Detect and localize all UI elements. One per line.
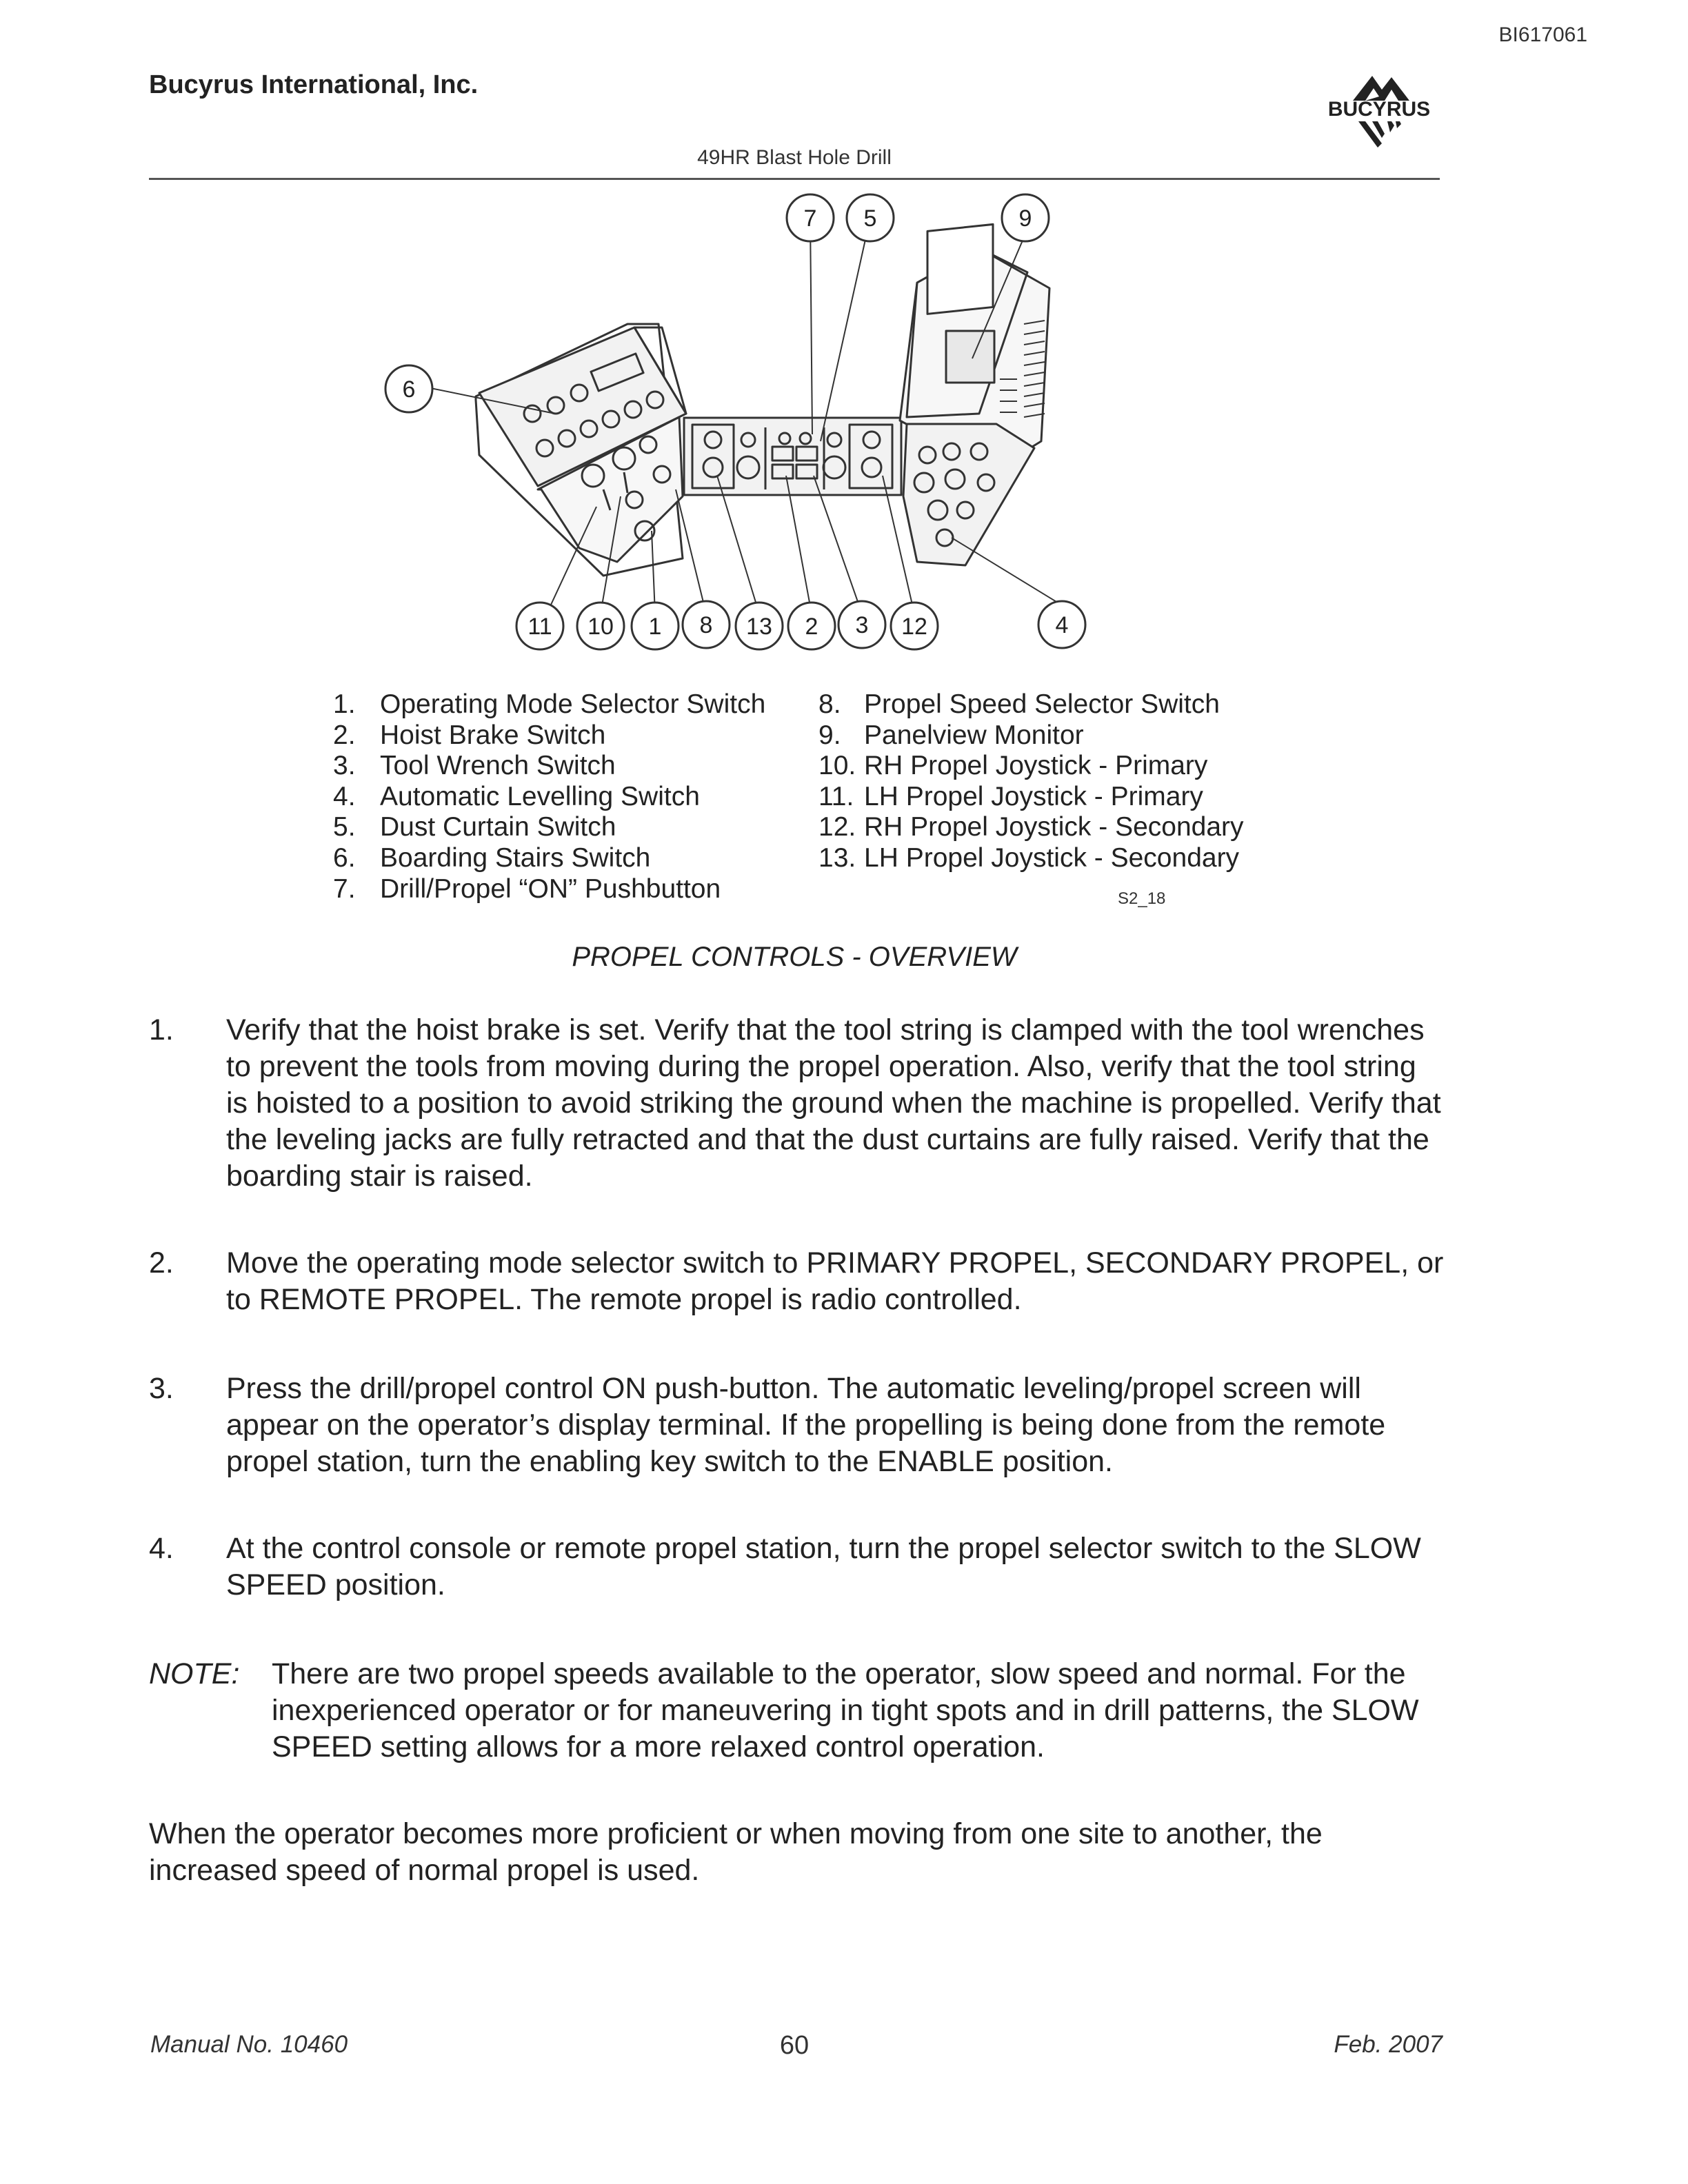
legend-right	[818, 689, 1244, 874]
legend-label: Panelview Monitor	[864, 720, 1084, 750]
step-number: 2.	[149, 1246, 174, 1280]
legend-label: Operating Mode Selector Switch	[380, 689, 766, 719]
propel-controls-figure	[372, 186, 1131, 662]
header-rule	[149, 178, 1440, 180]
note-text: There are two propel speeds available to the operator, slow speed and normal. For the inexperienced operator or for maneuvering in tight spots and in drill patterns, the SLOW SPEED setting allows for a more relaxed control operation.	[272, 1657, 1419, 1763]
procedure-step	[149, 1371, 1445, 1480]
callout-11: 11	[528, 614, 552, 640]
document-subtitle: 49HR Blast Hole Drill	[697, 146, 892, 169]
legend-label: LH Propel Joystick - Secondary	[864, 842, 1240, 873]
page-number: 60	[779, 2031, 810, 2060]
legend-num: 4.	[333, 781, 356, 811]
legend-item	[818, 751, 1244, 782]
legend-label: LH Propel Joystick - Primary	[864, 781, 1203, 811]
legend-item	[333, 720, 765, 751]
callout-6: 6	[402, 376, 416, 403]
legend-item	[818, 720, 1244, 751]
step-number: 4.	[149, 1532, 174, 1565]
legend-item	[818, 812, 1244, 843]
bucyrus-logo	[1310, 69, 1448, 153]
legend-item	[333, 812, 765, 843]
right-console	[900, 224, 1049, 565]
step-text: At the control console or remote propel station, turn the propel selector switch to the SLOW SPEED position.	[226, 1532, 1421, 1601]
middle-panel	[684, 418, 901, 495]
legend-item	[818, 689, 1244, 720]
closing-paragraph: When the operator becomes more proficient or when moving from one site to another, the increased speed of normal propel is used.	[149, 1817, 1323, 1887]
legend-num: 9.	[818, 720, 841, 750]
procedure-step	[149, 1012, 1445, 1195]
legend-num: 12.	[818, 812, 856, 842]
legend-label: Automatic Levelling Switch	[380, 781, 700, 811]
step-text: Move the operating mode selector switch to PRIMARY PROPEL, SECONDARY PROPEL, or to REMOTE PROPEL. The remote propel is radio controlled.	[226, 1246, 1444, 1316]
note-block	[149, 1656, 1445, 1766]
legend-num: 2.	[333, 720, 356, 750]
callout-13: 13	[746, 614, 772, 640]
legend-label: Hoist Brake Switch	[380, 720, 606, 750]
callout-8: 8	[699, 612, 713, 638]
legend-num: 8.	[818, 689, 841, 719]
legend-label: RH Propel Joystick - Secondary	[864, 812, 1244, 842]
footer-manual-number: Manual No. 10460	[150, 2031, 348, 2058]
callout-1: 1	[648, 614, 662, 640]
figure-code: S2_18	[1118, 889, 1166, 908]
step-number: 3.	[149, 1372, 174, 1405]
legend-item	[333, 782, 765, 813]
legend-num: 10.	[818, 751, 856, 781]
legend-item	[818, 843, 1244, 874]
callout-3: 3	[855, 612, 869, 638]
document-id: BI617061	[1498, 23, 1587, 46]
legend-num: 11.	[818, 781, 854, 811]
legend-item	[333, 751, 765, 782]
step-text: Press the drill/propel control ON push-button. The automatic leveling/propel screen will appear on the operator’s display terminal. If the propelling is being done from the remote propel station, turn the enabling key switch to the ENABLE position.	[226, 1372, 1386, 1478]
legend-num: 7.	[333, 873, 356, 904]
callout-4: 4	[1055, 612, 1069, 638]
legend-item	[818, 782, 1244, 813]
callout-2: 2	[805, 614, 818, 640]
procedure-step	[149, 1245, 1445, 1318]
legend-item	[333, 689, 765, 720]
legend-item	[333, 843, 765, 874]
step-number: 1.	[149, 1013, 174, 1046]
step-text: Verify that the hoist brake is set. Verify that the tool string is clamped with the tool wrenches to prevent the tools from moving during the propel operation. Also, verify that the tool string is hoisted to a position to avoid striking the ground when the machine is propelled. Verify that the leveling jacks are fully retracted and that the dust curtains are fully raised. Verify that the boarding stair is raised.	[226, 1013, 1441, 1193]
logo-text: BUCYRUS	[1327, 98, 1431, 121]
callout-12: 12	[901, 614, 927, 640]
callout-9: 9	[1018, 205, 1032, 232]
legend-label: Tool Wrench Switch	[380, 751, 616, 781]
legend-label: Boarding Stairs Switch	[380, 842, 651, 873]
note-label: NOTE:	[149, 1657, 240, 1690]
legend-num: 1.	[333, 689, 356, 719]
callout-5: 5	[863, 205, 877, 232]
callout-7: 7	[803, 205, 817, 232]
legend-label: RH Propel Joystick - Primary	[864, 751, 1208, 781]
callout-10: 10	[587, 614, 614, 640]
legend-num: 6.	[333, 842, 356, 873]
procedure-step	[149, 1530, 1445, 1604]
legend-label: Propel Speed Selector Switch	[864, 689, 1220, 719]
legend-label: Drill/Propel “ON” Pushbutton	[380, 873, 721, 904]
legend-num: 3.	[333, 751, 356, 781]
legend-num: 5.	[333, 812, 356, 842]
figure-caption: PROPEL CONTROLS - OVERVIEW	[572, 942, 1017, 972]
footer-date: Feb. 2007	[1334, 2031, 1443, 2058]
company-name: Bucyrus International, Inc.	[149, 70, 479, 99]
legend-label: Dust Curtain Switch	[380, 812, 616, 842]
legend-num: 13.	[818, 842, 856, 873]
left-console	[476, 324, 686, 576]
legend-left	[333, 689, 765, 904]
legend-item	[333, 874, 765, 905]
